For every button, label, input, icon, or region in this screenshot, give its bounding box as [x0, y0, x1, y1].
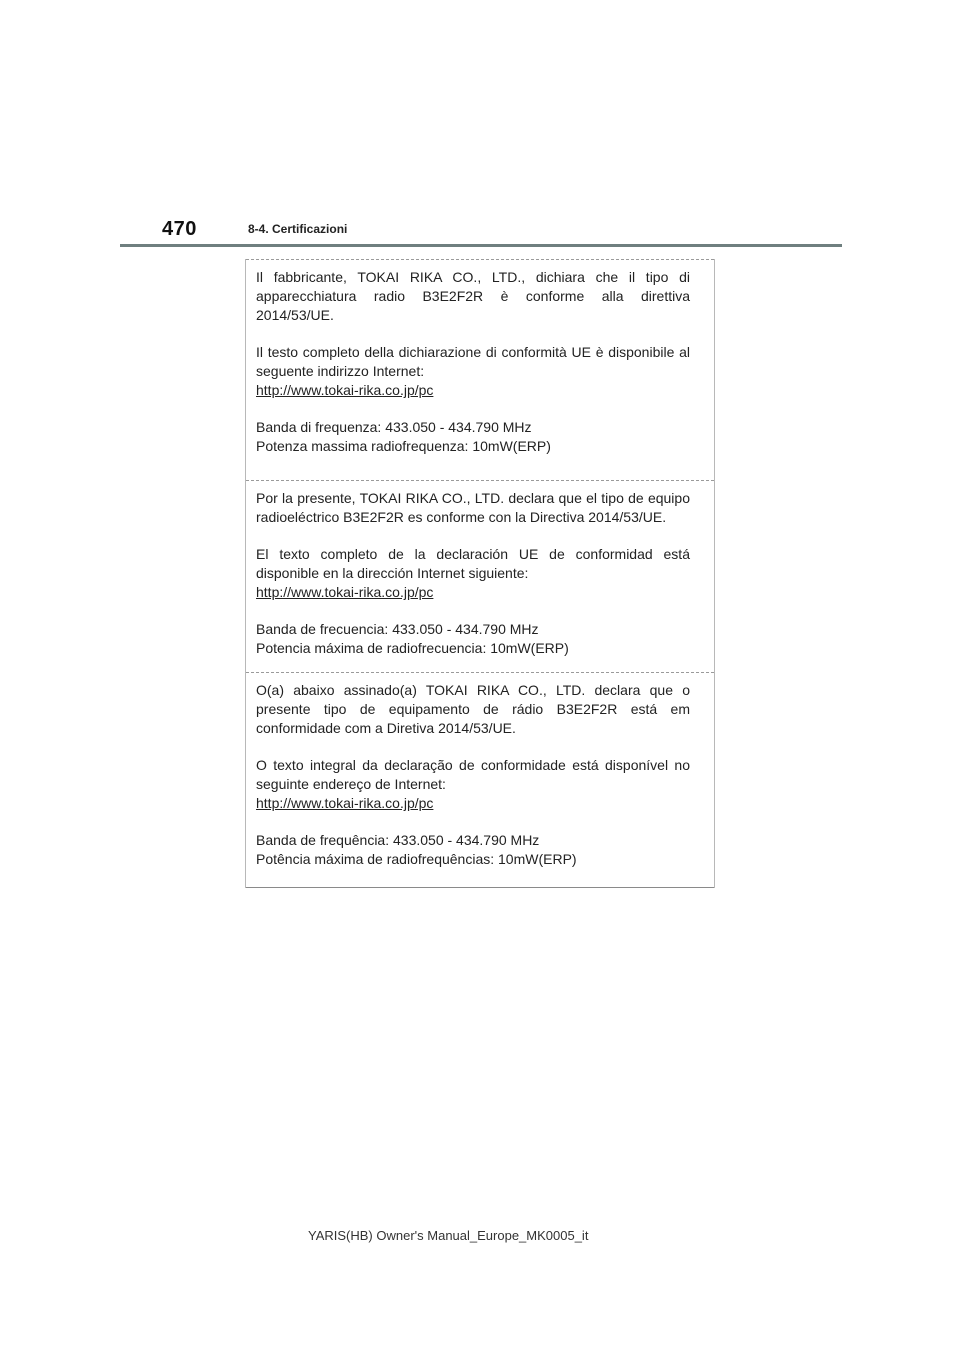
- certification-box: [245, 259, 715, 888]
- certification-italian: [246, 259, 714, 480]
- declaration-text: Por la presente, TOKAI RIKA CO., LTD. declara que el tipo de equipo radioeléctrico B3E2F2R es conforme con la Directiva 2014/53/UE.: [256, 490, 690, 525]
- declaration-url-link[interactable]: http://www.tokai-rika.co.jp/pc: [256, 382, 434, 398]
- radio-specs: [256, 831, 690, 869]
- declaration-text: O(a) abaixo assinado(a) TOKAI RIKA CO., LTD. declara que o presente tipo de equipamento de rádio B3E2F2R está em conformidade com a Diretiva 2014/53/UE.: [256, 682, 690, 736]
- full-text-paragraph: [256, 545, 690, 602]
- max-power: Potência máxima de radiofrequências: 10mW(ERP): [256, 851, 577, 867]
- declaration-url-link[interactable]: http://www.tokai-rika.co.jp/pc: [256, 584, 434, 600]
- certification-spanish: [246, 480, 714, 672]
- frequency-band: Banda di frequenza: 433.050 - 434.790 MHz: [256, 419, 532, 435]
- section-title: 8-4. Certificazioni: [248, 222, 348, 236]
- full-text-intro: Il testo completo della dichiarazione di conformità UE è disponibile al seguente indirizzo Internet:: [256, 344, 690, 379]
- frequency-band: Banda de frequência: 433.050 - 434.790 MHz: [256, 832, 540, 848]
- full-text-paragraph: [256, 756, 690, 813]
- frequency-band: Banda de frecuencia: 433.050 - 434.790 MHz: [256, 621, 539, 637]
- page-number: 470: [162, 218, 197, 240]
- radio-specs: [256, 418, 690, 456]
- full-text-intro: O texto integral da declaração de conformidade está disponível no seguinte endereço de Internet:: [256, 757, 690, 792]
- full-text-intro: El texto completo de la declaración UE de conformidad está disponible en la dirección Internet siguiente:: [256, 546, 690, 581]
- header-divider: [120, 244, 842, 247]
- max-power: Potencia máxima de radiofrecuencia: 10mW(ERP): [256, 640, 569, 656]
- radio-specs: [256, 620, 690, 658]
- full-text-paragraph: [256, 343, 690, 400]
- certification-portuguese: [246, 672, 714, 888]
- page-footer: YARIS(HB) Owner's Manual_Europe_MK0005_it: [308, 1228, 589, 1243]
- declaration-text: Il fabbricante, TOKAI RIKA CO., LTD., dichiara che il tipo di apparecchiatura radio B3E2F2R è conforme alla direttiva 2014/53/UE.: [256, 269, 690, 323]
- declaration-url-link[interactable]: http://www.tokai-rika.co.jp/pc: [256, 795, 434, 811]
- max-power: Potenza massima radiofrequenza: 10mW(ERP): [256, 438, 551, 454]
